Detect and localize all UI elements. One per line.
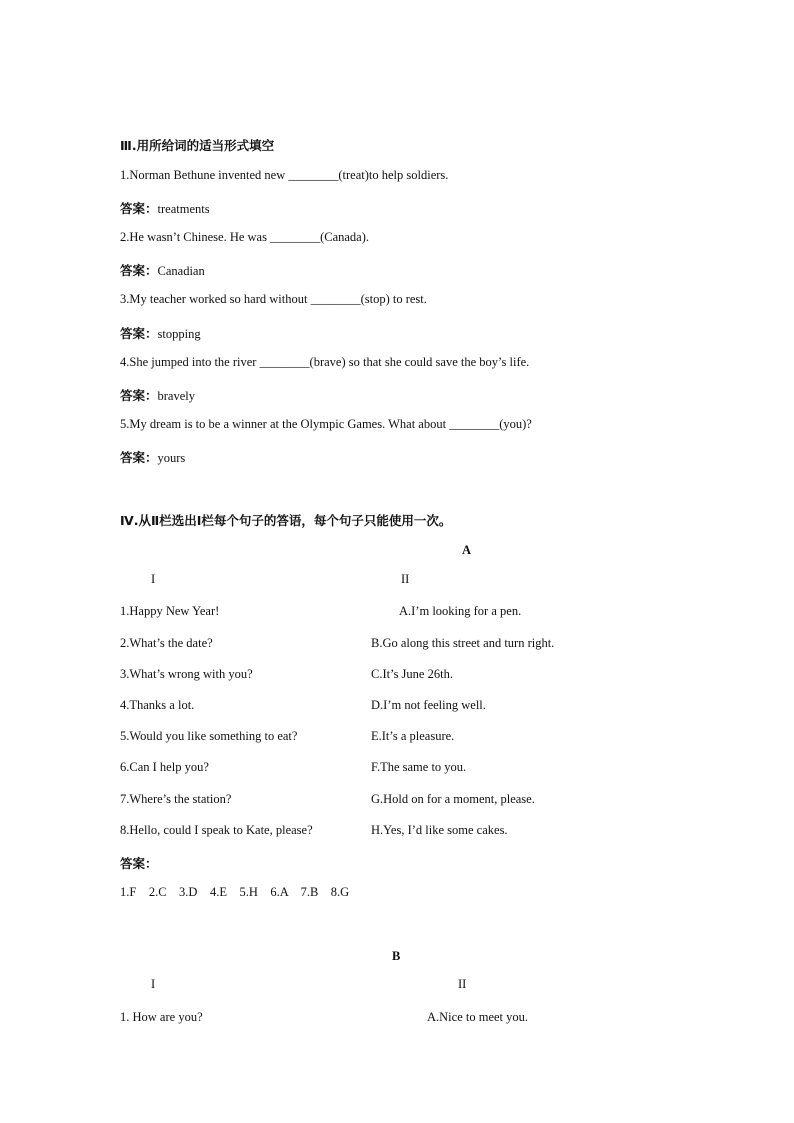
match-left-3: 3.What’s wrong with you? <box>120 667 253 681</box>
match-b-left-1: 1. How are you? <box>120 1010 203 1024</box>
match-right-4: D.I’m not feeling well. <box>371 698 486 712</box>
match-left-6: 6.Can I help you? <box>120 760 209 774</box>
match-right-3: C.It’s June 26th. <box>371 667 453 681</box>
match-right-1: A.I’m looking for a pen. <box>399 604 522 618</box>
part-b-col2-header: II <box>458 977 467 991</box>
part-a-answers: 1.F 2.C 3.D 4.E 5.H 6.A 7.B 8.G <box>120 885 350 899</box>
answer-1 <box>120 199 210 217</box>
question-5: 5.My dream is to be a winner at the Olympic Games. What about ________(you)? <box>120 417 532 431</box>
part-b-label: B <box>392 949 401 963</box>
answer-label: 答案： <box>120 263 158 278</box>
answer-4 <box>120 386 195 404</box>
answer-value: bravely <box>157 389 195 403</box>
section-4-heading: Ⅳ.从Ⅱ栏选出Ⅰ栏每个句子的答语，每个句子只能使用一次。 <box>120 513 452 528</box>
match-left-7: 7.Where’s the station? <box>120 792 232 806</box>
match-right-8: H.Yes, I’d like some cakes. <box>371 823 508 837</box>
part-a-col2-header: II <box>401 572 410 586</box>
match-b-right-1: A.Nice to meet you. <box>427 1010 529 1024</box>
match-right-6: F.The same to you. <box>371 760 467 774</box>
question-4: 4.She jumped into the river ________(brave) so that she could save the boy’s life. <box>120 355 530 369</box>
answer-label: 答案： <box>120 450 158 465</box>
answer-5 <box>120 448 185 466</box>
answer-label: 答案： <box>120 388 158 403</box>
section-3-heading: Ⅲ.用所给词的适当形式填空 <box>120 138 275 153</box>
answer-value: Canadian <box>157 264 205 278</box>
part-b-col1-header: I <box>151 977 156 991</box>
answer-label: 答案： <box>120 201 158 216</box>
match-right-2: B.Go along this street and turn right. <box>371 636 555 650</box>
question-1: 1.Norman Bethune invented new ________(treat)to help soldiers. <box>120 168 449 182</box>
match-left-4: 4.Thanks a lot. <box>120 698 195 712</box>
match-left-5: 5.Would you like something to eat? <box>120 729 298 743</box>
question-3: 3.My teacher worked so hard without ________(stop) to rest. <box>120 292 427 306</box>
match-right-7: G.Hold on for a moment, please. <box>371 792 535 806</box>
answer-value: yours <box>157 451 186 465</box>
match-left-2: 2.What’s the date? <box>120 636 213 650</box>
answer-2 <box>120 261 205 279</box>
answer-label: 答案： <box>120 326 158 341</box>
match-left-8: 8.Hello, could I speak to Kate, please? <box>120 823 313 837</box>
part-a-label: A <box>462 543 472 557</box>
part-a-col1-header: I <box>151 572 156 586</box>
answer-value: stopping <box>157 327 201 341</box>
question-2: 2.He wasn’t Chinese. He was ________(Canada). <box>120 230 370 244</box>
match-right-5: E.It’s a pleasure. <box>371 729 455 743</box>
answer-value: treatments <box>157 202 210 216</box>
match-left-1: 1.Happy New Year! <box>120 604 220 618</box>
part-a-answer-label: 答案： <box>120 856 158 871</box>
answer-3 <box>120 324 201 342</box>
